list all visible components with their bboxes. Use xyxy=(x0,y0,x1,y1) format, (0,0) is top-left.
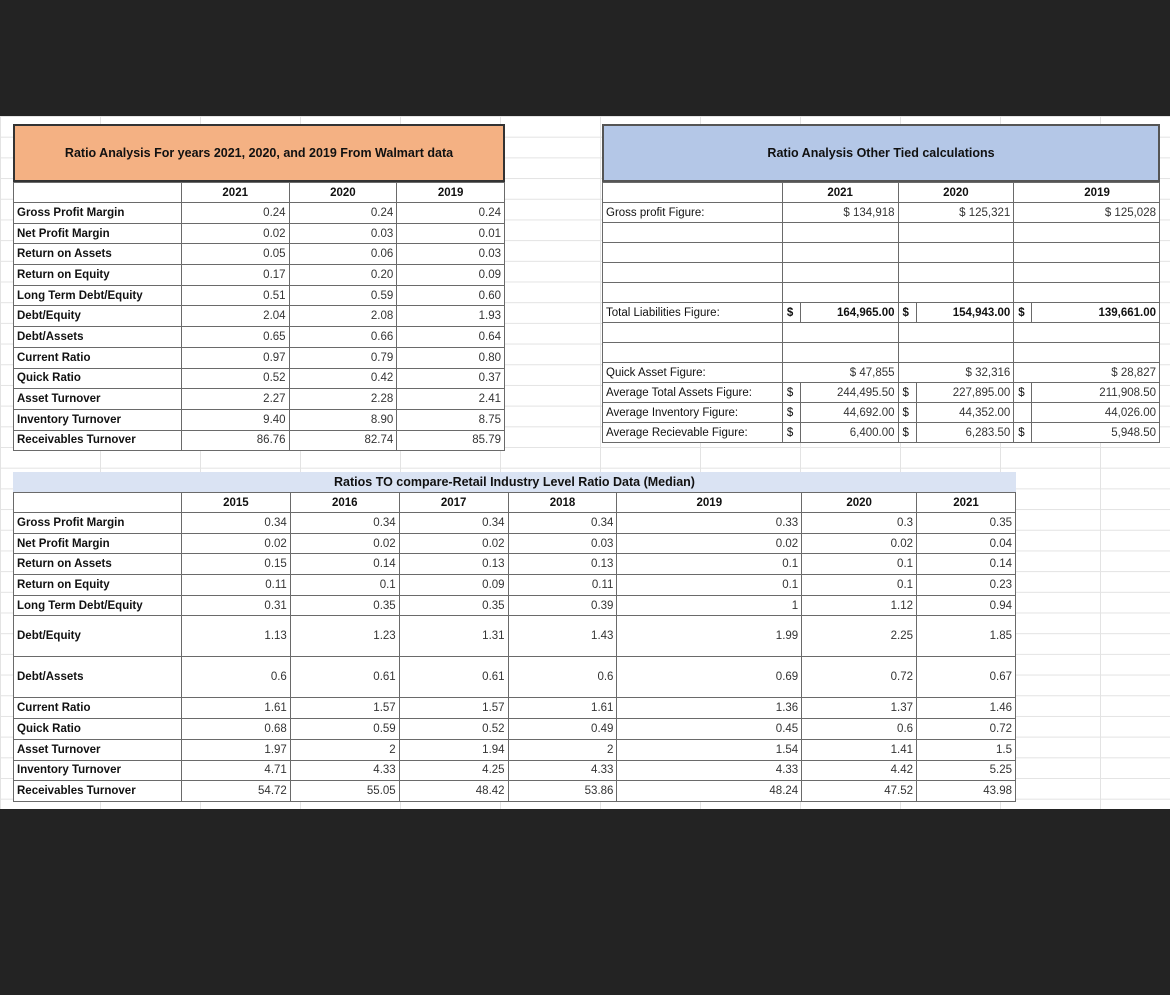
year-header: 2021 xyxy=(917,493,1016,513)
table-row xyxy=(14,739,1016,760)
table-row xyxy=(603,343,1160,363)
table-row xyxy=(603,243,1160,263)
cell-value: 0.23 xyxy=(917,575,1016,596)
year-header: 2020 xyxy=(289,183,397,203)
row-label: Return on Assets xyxy=(14,244,182,265)
row-label: Asset Turnover xyxy=(14,389,182,410)
cell-value: 0.1 xyxy=(290,575,399,596)
cell-value: 0.13 xyxy=(399,554,508,575)
year-header: 2019 xyxy=(1014,183,1160,203)
cell-value: 0.02 xyxy=(399,533,508,554)
tied-year-header-row xyxy=(603,183,1160,203)
table-row xyxy=(14,513,1016,534)
cell-value: 2.28 xyxy=(289,389,397,410)
cell-value: 1.94 xyxy=(399,739,508,760)
cell-value: 2 xyxy=(508,739,617,760)
cell-value: 4.71 xyxy=(181,760,290,781)
table-row xyxy=(603,263,1160,283)
year-header: 2017 xyxy=(399,493,508,513)
cell-value: 0.68 xyxy=(181,719,290,740)
row-label: Gross Profit Margin xyxy=(14,203,182,224)
table-row xyxy=(603,223,1160,243)
row-label: Long Term Debt/Equity xyxy=(14,285,182,306)
cell-value: 86.76 xyxy=(181,430,289,451)
cell-value: 0.35 xyxy=(290,595,399,616)
cell-value: 85.79 xyxy=(397,430,505,451)
cell-value: 4.33 xyxy=(508,760,617,781)
row-label: Long Term Debt/Equity xyxy=(14,595,182,616)
cell-value: 0.02 xyxy=(181,533,290,554)
cell-value: 1.36 xyxy=(617,698,802,719)
cell-value: 0.6 xyxy=(508,657,617,698)
year-header: 2018 xyxy=(508,493,617,513)
cell-value: 0.20 xyxy=(289,265,397,286)
cell-value: 1.37 xyxy=(802,698,917,719)
cell-value: 82.74 xyxy=(289,430,397,451)
cell-value: 0.42 xyxy=(289,368,397,389)
table-row xyxy=(14,203,505,224)
cell-value: 0.17 xyxy=(181,265,289,286)
cell-value: 0.45 xyxy=(617,719,802,740)
cell-value: 0.34 xyxy=(181,513,290,534)
row-label: Return on Assets xyxy=(14,554,182,575)
tied-calculations-table xyxy=(602,182,1160,443)
industry-ratio-table xyxy=(13,492,1016,802)
table-row xyxy=(14,575,1016,596)
cell-value: 1.61 xyxy=(181,698,290,719)
cell-value: 0.34 xyxy=(399,513,508,534)
row-label: Asset Turnover xyxy=(14,739,182,760)
cell-value: 0.24 xyxy=(397,203,505,224)
cell-value: 1.99 xyxy=(617,616,802,657)
cell-value: 0.80 xyxy=(397,347,505,368)
table-row xyxy=(14,389,505,410)
cell-value: 0.49 xyxy=(508,719,617,740)
cell-value: 0.11 xyxy=(181,575,290,596)
cell-value: 0.03 xyxy=(289,223,397,244)
cell-value: 1.12 xyxy=(802,595,917,616)
cell-value: 0.06 xyxy=(289,244,397,265)
cell-value: 1.93 xyxy=(397,306,505,327)
row-label: Inventory Turnover xyxy=(14,409,182,430)
cell-value: 1.31 xyxy=(399,616,508,657)
avg-receivable-row: Average Recievable Figure: $ 6,400.00 $ 6,283.50 $ 5,948.50 xyxy=(603,423,1160,443)
cell-value: 2.04 xyxy=(181,306,289,327)
table-row xyxy=(14,616,1016,657)
table-row xyxy=(14,265,505,286)
cell-value: 0.04 xyxy=(917,533,1016,554)
cell-value: 0.59 xyxy=(290,719,399,740)
cell-value: 1.41 xyxy=(802,739,917,760)
cell-value: 2 xyxy=(290,739,399,760)
cell-value: 1.23 xyxy=(290,616,399,657)
cell-value: 0.33 xyxy=(617,513,802,534)
cell-value: 0.60 xyxy=(397,285,505,306)
table-row xyxy=(14,368,505,389)
cell-value: 1.97 xyxy=(181,739,290,760)
cell-value: 0.03 xyxy=(508,533,617,554)
industry-table-title: Ratios TO compare-Retail Industry Level Ratio Data (Median) xyxy=(13,472,1016,492)
cell-value: 48.42 xyxy=(399,781,508,802)
cell-value: 0.02 xyxy=(802,533,917,554)
cell-value: 4.25 xyxy=(399,760,508,781)
table-row xyxy=(14,430,505,451)
cell-value: 0.6 xyxy=(181,657,290,698)
cell-value: 0.03 xyxy=(397,244,505,265)
cell-value: 0.1 xyxy=(802,575,917,596)
cell-value: 0.39 xyxy=(508,595,617,616)
cell-value: 0.34 xyxy=(508,513,617,534)
walmart-year-header-row xyxy=(14,183,505,203)
cell-value: 0.02 xyxy=(290,533,399,554)
cell-value: 47.52 xyxy=(802,781,917,802)
total-liabilities-row: Total Liabilities Figure: $ 164,965.00 $ 154,943.00 $ 139,661.00 xyxy=(603,303,1160,323)
cell-value: 0.15 xyxy=(181,554,290,575)
row-label: Debt/Assets xyxy=(14,327,182,348)
table-row xyxy=(14,244,505,265)
year-header: 2020 xyxy=(802,493,917,513)
walmart-ratio-table xyxy=(13,182,505,451)
row-label: Net Profit Margin xyxy=(14,533,182,554)
cell-value: 0.61 xyxy=(399,657,508,698)
year-header: 2020 xyxy=(898,183,1014,203)
gross-profit-row: Gross profit Figure: $ 134,918 $ 125,321 $ 125,028 xyxy=(603,203,1160,223)
spreadsheet-area xyxy=(0,116,1170,809)
tied-table-title: Ratio Analysis Other Tied calculations xyxy=(602,124,1160,182)
table-row xyxy=(14,533,1016,554)
row-label: Gross Profit Margin xyxy=(14,513,182,534)
cell-value: 2.25 xyxy=(802,616,917,657)
table-row xyxy=(14,223,505,244)
cell-value: 4.33 xyxy=(290,760,399,781)
table-row xyxy=(14,781,1016,802)
cell-value: 0.6 xyxy=(802,719,917,740)
cell-value: 1.54 xyxy=(617,739,802,760)
cell-value: 0.61 xyxy=(290,657,399,698)
cell-value: 1 xyxy=(617,595,802,616)
row-label: Receivables Turnover xyxy=(14,430,182,451)
industry-year-header-row xyxy=(14,493,1016,513)
cell-value: 53.86 xyxy=(508,781,617,802)
year-header: 2015 xyxy=(181,493,290,513)
cell-value: 48.24 xyxy=(617,781,802,802)
cell-value: 0.09 xyxy=(397,265,505,286)
cell-value: 0.59 xyxy=(289,285,397,306)
cell-value: 0.94 xyxy=(917,595,1016,616)
cell-value: 2.08 xyxy=(289,306,397,327)
row-label: Current Ratio xyxy=(14,698,182,719)
table-row xyxy=(14,657,1016,698)
cell-value: 0.65 xyxy=(181,327,289,348)
row-label: Receivables Turnover xyxy=(14,781,182,802)
cell-value: 0.11 xyxy=(508,575,617,596)
cell-value: 0.1 xyxy=(802,554,917,575)
table-row xyxy=(14,409,505,430)
year-header: 2016 xyxy=(290,493,399,513)
cell-value: 9.40 xyxy=(181,409,289,430)
avg-total-assets-row: Average Total Assets Figure: $ 244,495.50 $ 227,895.00 $ 211,908.50 xyxy=(603,383,1160,403)
cell-value: 0.69 xyxy=(617,657,802,698)
cell-value: 4.33 xyxy=(617,760,802,781)
cell-value: 55.05 xyxy=(290,781,399,802)
cell-value: 1.43 xyxy=(508,616,617,657)
cell-value: 1.13 xyxy=(181,616,290,657)
row-label: Debt/Assets xyxy=(14,657,182,698)
cell-value: 5.25 xyxy=(917,760,1016,781)
cell-value: 0.14 xyxy=(290,554,399,575)
cell-value: 54.72 xyxy=(181,781,290,802)
table-row xyxy=(14,760,1016,781)
walmart-table-title: Ratio Analysis For years 2021, 2020, and 2019 From Walmart data xyxy=(13,124,505,182)
cell-value: 1.85 xyxy=(917,616,1016,657)
cell-value: 1.5 xyxy=(917,739,1016,760)
cell-value: 8.75 xyxy=(397,409,505,430)
row-label: Return on Equity xyxy=(14,265,182,286)
cell-value: 4.42 xyxy=(802,760,917,781)
year-header: 2019 xyxy=(617,493,802,513)
cell-value: 0.24 xyxy=(289,203,397,224)
cell-value: 1.46 xyxy=(917,698,1016,719)
cell-value: 0.35 xyxy=(399,595,508,616)
cell-value: 0.14 xyxy=(917,554,1016,575)
table-row xyxy=(14,306,505,327)
cell-value: 0.79 xyxy=(289,347,397,368)
year-header: 2019 xyxy=(397,183,505,203)
cell-value: 0.1 xyxy=(617,575,802,596)
row-label: Quick Ratio xyxy=(14,719,182,740)
cell-value: 0.67 xyxy=(917,657,1016,698)
cell-value: 0.51 xyxy=(181,285,289,306)
table-row xyxy=(14,285,505,306)
cell-value: 1.57 xyxy=(399,698,508,719)
cell-value: 0.3 xyxy=(802,513,917,534)
table-row xyxy=(14,347,505,368)
table-row xyxy=(603,323,1160,343)
year-header: 2021 xyxy=(782,183,898,203)
cell-value: 0.72 xyxy=(802,657,917,698)
table-row xyxy=(14,719,1016,740)
cell-value: 0.09 xyxy=(399,575,508,596)
row-label: Inventory Turnover xyxy=(14,760,182,781)
year-header: 2021 xyxy=(181,183,289,203)
cell-value: 0.02 xyxy=(617,533,802,554)
row-label: Debt/Equity xyxy=(14,306,182,327)
table-row xyxy=(14,327,505,348)
cell-value: 0.1 xyxy=(617,554,802,575)
cell-value: 0.52 xyxy=(181,368,289,389)
cell-value: 1.61 xyxy=(508,698,617,719)
cell-value: 0.97 xyxy=(181,347,289,368)
row-label: Return on Equity xyxy=(14,575,182,596)
cell-value: 0.64 xyxy=(397,327,505,348)
cell-value: 2.27 xyxy=(181,389,289,410)
cell-value: 0.05 xyxy=(181,244,289,265)
cell-value: 0.66 xyxy=(289,327,397,348)
quick-asset-row: Quick Asset Figure: $ 47,855 $ 32,316 $ 28,827 xyxy=(603,363,1160,383)
table-row xyxy=(14,698,1016,719)
row-label: Current Ratio xyxy=(14,347,182,368)
cell-value: 0.24 xyxy=(181,203,289,224)
cell-value: 43.98 xyxy=(917,781,1016,802)
row-label: Quick Ratio xyxy=(14,368,182,389)
table-row xyxy=(14,554,1016,575)
cell-value: 0.35 xyxy=(917,513,1016,534)
cell-value: 0.34 xyxy=(290,513,399,534)
avg-inventory-row: Average Inventory Figure: $ 44,692.00 $ 44,352.00 44,026.00 xyxy=(603,403,1160,423)
cell-value: 0.13 xyxy=(508,554,617,575)
cell-value: 0.72 xyxy=(917,719,1016,740)
row-label: Net Profit Margin xyxy=(14,223,182,244)
table-row xyxy=(603,283,1160,303)
cell-value: 0.01 xyxy=(397,223,505,244)
cell-value: 1.57 xyxy=(290,698,399,719)
row-label: Debt/Equity xyxy=(14,616,182,657)
cell-value: 2.41 xyxy=(397,389,505,410)
cell-value: 0.31 xyxy=(181,595,290,616)
cell-value: 0.52 xyxy=(399,719,508,740)
cell-value: 8.90 xyxy=(289,409,397,430)
cell-value: 0.37 xyxy=(397,368,505,389)
table-row xyxy=(14,595,1016,616)
cell-value: 0.02 xyxy=(181,223,289,244)
